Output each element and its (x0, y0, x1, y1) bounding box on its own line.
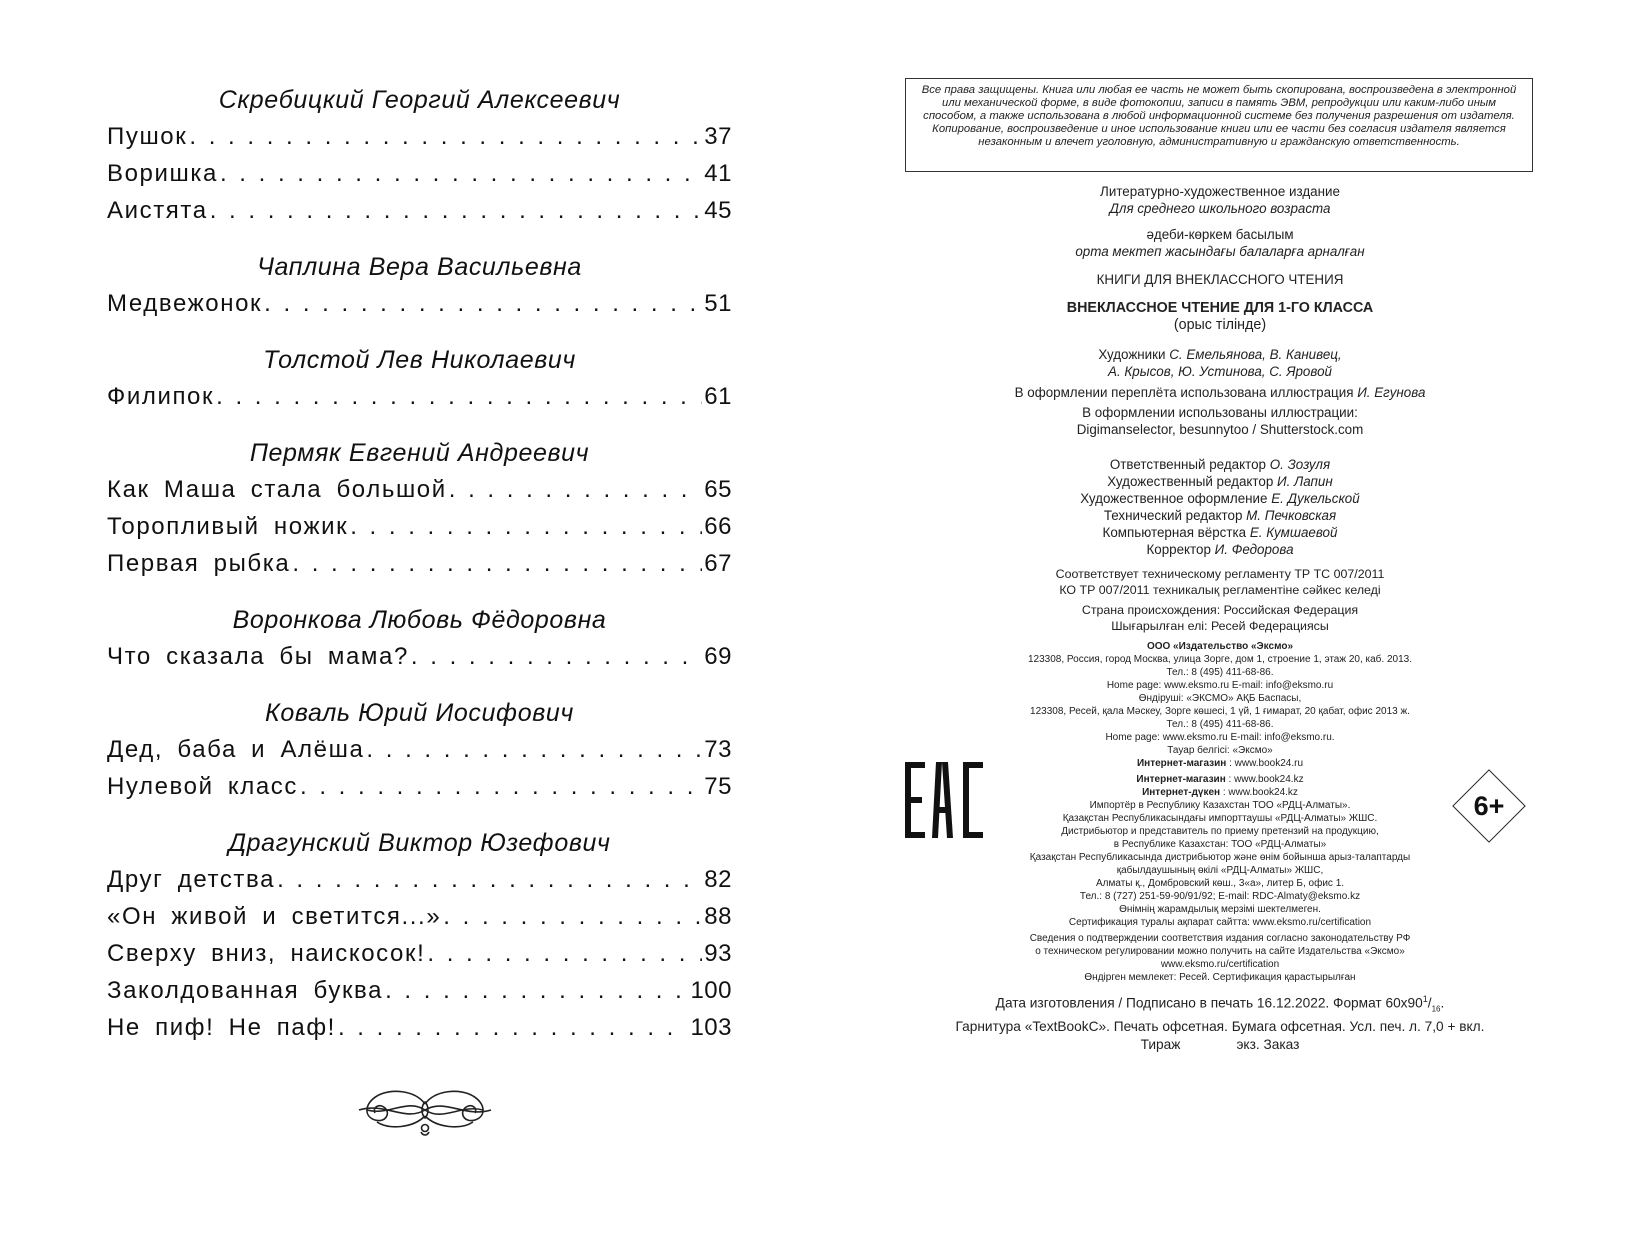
toc-dot-leader (338, 1009, 689, 1046)
publisher-line: Тауар белгісі: «Эксмо» (1167, 745, 1273, 756)
toc-entry-title: Первая рыбка (107, 550, 291, 577)
shop-ru: Интернет-магазин : www.book24.ru (1136, 758, 1304, 769)
toc-entry-title: Нулевой класс (107, 773, 298, 800)
toc-entry-title: Филипок (107, 383, 215, 410)
importer-line: Импортёр в Республику Казахстан ТОО «РДЦ-Алматы». (1089, 800, 1351, 811)
toc-entry-page: 61 (704, 383, 732, 410)
toc-dot-leader (366, 731, 702, 768)
credit-name: О. Зозуля (1269, 457, 1331, 472)
toc-entry-page: 93 (704, 940, 732, 967)
credit-name: И. Федорова (1214, 542, 1294, 557)
cover-illustration: В оформлении переплёта использована иллюстрация И. Егунова (1014, 385, 1426, 400)
importer-line: қабылдаушының өкілі «РДЦ-Алматы» ЖШС, (1116, 865, 1324, 876)
certification-details (905, 932, 1535, 984)
certification-line: www.eksmo.ru/certification (1160, 959, 1280, 970)
toc-entry-title: Как Маша стала большой (107, 476, 447, 503)
importer-line: Қазақстан Республикасындағы импорттаушы «РДЦ-Алматы» ЖШС. (1062, 813, 1378, 824)
toc-entry-page: 45 (704, 197, 732, 224)
toc-dot-leader (411, 638, 702, 675)
toc-dot-leader (264, 285, 702, 322)
toc-entry-title: Торопливый ножик (107, 513, 349, 540)
artists-line-1: Художники С. Емельянова, В. Канивец, (1098, 347, 1342, 362)
illustrations-label: В оформлении использованы иллюстрации: (1082, 405, 1358, 420)
credit-line (905, 456, 1535, 473)
toc-entry-page: 103 (690, 1014, 732, 1041)
publisher-line: Тел.: 8 (495) 411-68-86. (1166, 667, 1274, 678)
toc-entry-page: 73 (704, 736, 732, 763)
credit-role: Художественное оформление (1080, 491, 1268, 506)
toc-entry[interactable] (107, 118, 732, 155)
certification-line: Сведения о подтверждении соответствия издания согласно законодательству РФ (1029, 933, 1411, 944)
book-title: ВНЕКЛАССНОЕ ЧТЕНИЕ ДЛЯ 1-ГО КЛАССА (1066, 300, 1374, 316)
toc-entry[interactable] (107, 508, 732, 545)
certification-line: Өндірген мемлекет: Ресей. Сертификация қарастырылған (1084, 972, 1356, 983)
toc-entry-title: Дед, баба и Алёша (107, 736, 365, 763)
credit-line (905, 490, 1535, 507)
importer-line: Қазақстан Республикасында дистрибьютор және өнім бойынша арыз-талаптарды (1029, 852, 1411, 863)
importer-line: Тел.: 8 (727) 251-59-90/91/92; E-mail: RDC-Almaty@eksmo.kz (1079, 891, 1361, 902)
publisher-line: Home page: www.eksmo.ru E-mail: info@eksmo.ru. (1105, 732, 1335, 743)
origin-ru: Страна происхождения: Российская Федерация (1081, 603, 1359, 617)
importer-line: Сертификация туралы ақпарат сайтта: www.eksmo.ru/certification (1068, 917, 1372, 928)
importer-line: Алматы қ., Домбровский көш., 3«а», литер Б, офис 1. (1095, 878, 1345, 889)
toc-dot-leader (189, 118, 702, 155)
series: КНИГИ ДЛЯ ВНЕКЛАССНОГО ЧТЕНИЯ (1096, 272, 1344, 287)
regulation-kz: КО ТР 007/2011 техникалық регламентіне сәйкес келеді (1059, 583, 1381, 597)
toc-entry-page: 88 (704, 903, 732, 930)
toc-dot-leader (292, 545, 702, 582)
publisher-line: 123308, Ресей, қала Мәскеу, Зорге көшесі, 1 үй, 1 ғимарат, 20 қабат, офис 2013 ж. (1030, 706, 1410, 717)
age-rating-text: 6+ (1473, 791, 1505, 821)
print-line-3: Тираж экз. Заказ (1140, 1037, 1300, 1053)
toc-entry[interactable] (107, 1009, 732, 1046)
toc-dot-leader (449, 471, 703, 508)
toc-entry-title: Пушок (107, 123, 188, 150)
age-rating-badge (1453, 770, 1525, 842)
importer-line: Өнімнің жарамдылық мерзімі шектелмеген. (1119, 904, 1321, 915)
toc-entry-page: 82 (704, 866, 732, 893)
toc-dot-leader (350, 508, 702, 545)
artists-line-2: А. Крысов, Ю. Устинова, С. Яровой (1108, 364, 1332, 379)
print-line-1: Дата изготовления / Подписано в печать 16.12.2022. Формат $60x90^1/_{16}$. (995, 994, 1445, 1014)
toc-author: Пермяк Евгений Андреевич (249, 439, 590, 467)
toc-entry-title: Друг детства (107, 866, 276, 893)
toc-entry[interactable] (107, 768, 732, 805)
illustrations-source: Digimanselector, besunnytoo / Shutterstock.com (1076, 422, 1364, 437)
toc-entry[interactable] (107, 192, 732, 229)
toc-dot-leader (300, 768, 702, 805)
rights-notice: Все права защищены. Книга или любая ее часть не может быть скопирована, воспроизведена в электронной или механической форме, в виде фотокопии, записи в память ЭВМ, репродукции или каким-либо иным способом, а также использована в любой информационной системе без получения разрешения от издателя. Копирование, воспроизведение и иное использование книги или ее части без согласия издателя является незаконным и влечет уголовную, административную и гражданскую ответственность. (905, 78, 1533, 172)
credit-line (905, 473, 1535, 490)
toc-entry-page: 37 (704, 123, 732, 150)
toc-author: Толстой Лев Николаевич (263, 346, 576, 374)
toc-entry[interactable] (107, 638, 732, 675)
credit-role: Художественный редактор (1107, 474, 1274, 489)
toc-entry[interactable] (107, 545, 732, 582)
importer-line: в Республике Казахстан: ТОО «РДЦ-Алматы» (1113, 839, 1327, 850)
credit-role: Технический редактор (1103, 508, 1243, 523)
toc-author: Коваль Юрий Иосифович (265, 699, 574, 727)
credit-line (905, 524, 1535, 541)
toc-entry-title: Что сказала бы мама? (107, 643, 409, 670)
regulation-ru: Соответствует техническому регламенту ТР ТС 007/2011 (1055, 567, 1385, 581)
print-line-2: Гарнитура «TextBookC». Печать офсетная. Бумага офсетная. Усл. печ. л. 7,0 + вкл. (955, 1019, 1485, 1035)
toc-dot-leader (220, 155, 702, 192)
toc-author: Воронкова Любовь Фёдоровна (232, 606, 607, 634)
toc-entry[interactable] (107, 378, 732, 415)
importer-line: Дистрибьютор и представитель по приему претензий на продукцию, (1061, 826, 1379, 837)
eac-mark-icon (905, 762, 983, 838)
toc-author: Чаплина Вера Васильевна (257, 253, 582, 281)
ornament-flourish-icon (355, 1082, 495, 1140)
edition-type: Литературно-художественное издание (1100, 184, 1340, 199)
credits-list (905, 456, 1535, 558)
audience: Для среднего школьного возраста (1109, 201, 1331, 216)
credit-name: М. Печковская (1246, 508, 1337, 523)
toc-author: Драгунский Виктор Юзефович (228, 829, 611, 857)
publisher-line: Тел.: 8 (495) 411-68-86. (1166, 719, 1274, 730)
publisher-line: 123308, Россия, город Москва, улица Зорге, дом 1, строение 1, этаж 20, каб. 2013. (1028, 654, 1412, 665)
edition-type-kz: әдеби-көркем басылым (1146, 227, 1294, 242)
edition-info (905, 183, 1535, 1054)
credit-name: И. Лапин (1277, 474, 1333, 489)
credit-role: Компьютерная вёрстка (1102, 525, 1247, 540)
credit-name: Е. Дукельской (1271, 491, 1360, 506)
toc-entry[interactable] (107, 155, 732, 192)
importer-details (905, 799, 1535, 929)
toc-entry-page: 75 (704, 773, 732, 800)
toc-entry-title: Заколдованная буква (107, 977, 384, 1004)
toc-entry-page: 66 (704, 513, 732, 540)
toc-dot-leader (443, 898, 702, 935)
toc-entry-page: 67 (704, 550, 732, 577)
toc-entry[interactable] (107, 972, 732, 1009)
toc-entry-title: Сверху вниз, наискосок! (107, 940, 426, 967)
credit-name: Е. Кумшаевой (1249, 525, 1338, 540)
toc-dot-leader (427, 935, 702, 972)
table-of-contents (107, 80, 732, 1046)
toc-entry-title: Аистята (107, 197, 208, 224)
toc-entry[interactable] (107, 935, 732, 972)
toc-dot-leader (385, 972, 688, 1009)
credit-role: Ответственный редактор (1109, 457, 1266, 472)
toc-author: Скребицкий Георгий Алексеевич (218, 86, 621, 114)
toc-entry[interactable] (107, 898, 732, 935)
toc-entry-title: Медвежонок (107, 290, 263, 317)
toc-entry-page: 41 (704, 160, 732, 187)
toc-entry-page: 69 (704, 643, 732, 670)
toc-entry-page: 65 (704, 476, 732, 503)
toc-entry-page: 100 (690, 977, 732, 1004)
toc-entry[interactable] (107, 285, 732, 322)
toc-entry[interactable] (107, 731, 732, 768)
toc-entry-title: Не пиф! Не паф! (107, 1014, 336, 1041)
shop-kz: Интернет-магазин : www.book24.kz (1136, 774, 1304, 785)
language-note: (орыс тілінде) (1173, 317, 1267, 333)
shop-kz-2: Интернет-дүкен : www.book24.kz (1142, 787, 1298, 798)
toc-entry-title: «Он живой и светится...» (107, 903, 442, 930)
credit-line (905, 507, 1535, 524)
publisher-name: ООО «Издательство «Эксмо» (1146, 641, 1294, 652)
origin-kz: Шығарылған елі: Ресей Федерациясы (1111, 619, 1329, 633)
audience-kz: орта мектеп жасындағы балаларға арналған (1075, 244, 1365, 259)
publisher-details (905, 653, 1535, 757)
toc-entry[interactable] (107, 861, 732, 898)
toc-dot-leader (277, 861, 702, 898)
certification-line: о техническом регулировании можно получить на сайте Издательства «Эксмо» (1035, 946, 1405, 957)
publisher-line: Home page: www.eksmo.ru E-mail: info@eksmo.ru (1106, 680, 1334, 691)
toc-entry-title: Воришка (107, 160, 218, 187)
publisher-line: Өндіруші: «ЭКСМО» АҚБ Баспасы, (1138, 693, 1302, 704)
credit-line (905, 541, 1535, 558)
credit-role: Корректор (1146, 542, 1211, 557)
toc-dot-leader (210, 192, 703, 229)
toc-entry-page: 51 (704, 290, 732, 317)
toc-entry[interactable] (107, 471, 732, 508)
toc-dot-leader (216, 378, 702, 415)
